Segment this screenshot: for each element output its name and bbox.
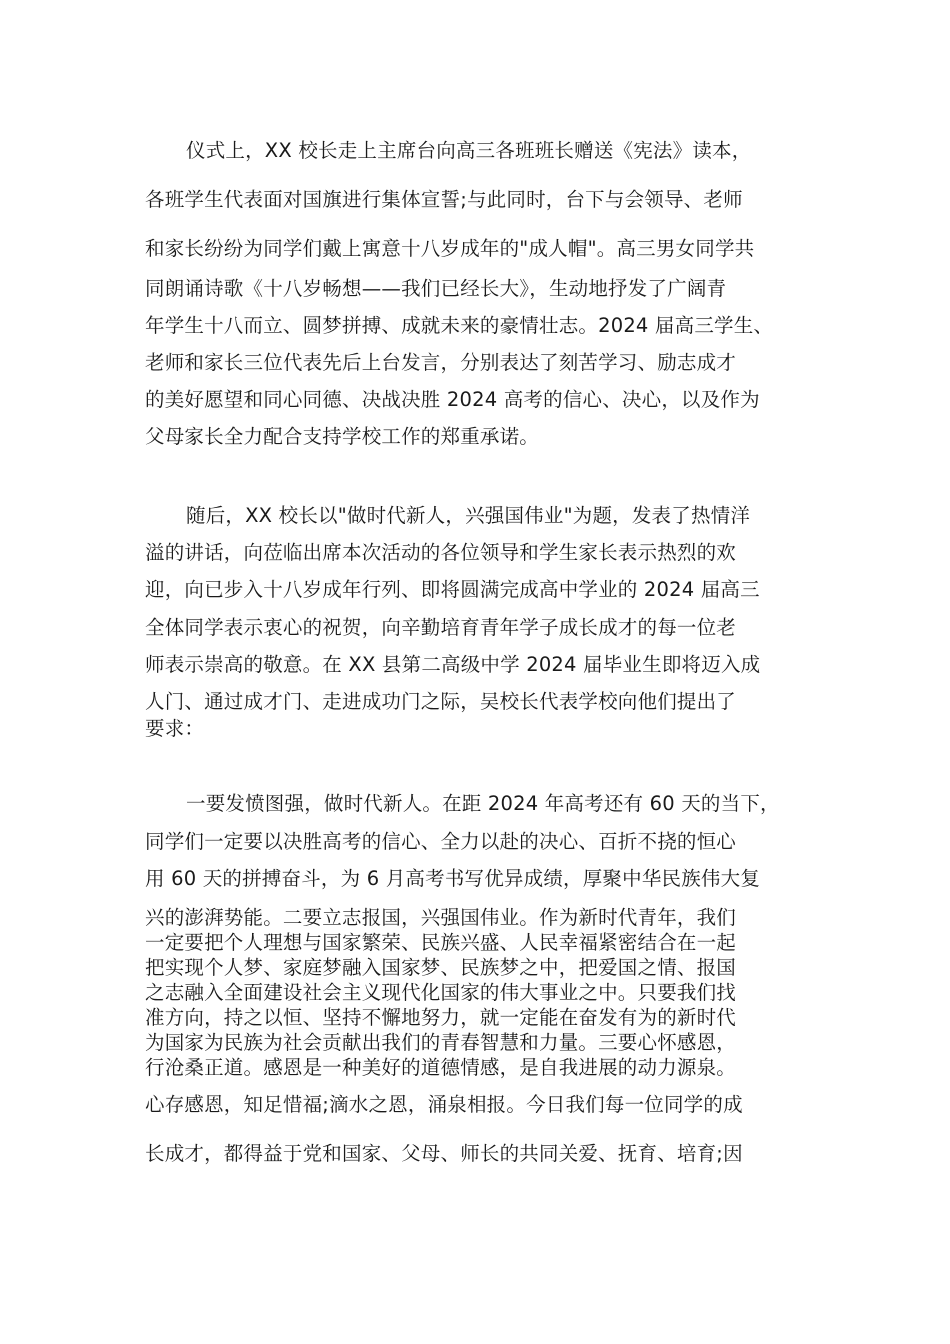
text-line: 父母家长全力配合支持学校工作的郑重承诺。 bbox=[145, 425, 540, 448]
text-line: 各班学生代表面对国旗进行集体宣誓;与此同时，台下与会领导、老师 bbox=[145, 188, 743, 211]
text-line: 兴的澎湃势能。二要立志报国，兴强国伟业。作为新时代青年，我们 bbox=[145, 906, 737, 929]
text-line: 一定要把个人理想与国家繁荣、民族兴盛、人民幸福紧密结合在一起 bbox=[145, 931, 737, 954]
text-line: 全体同学表示衷心的祝贺，向辛勤培育青年学子成长成才的每一位老 bbox=[145, 616, 737, 639]
text-line: 同学们一定要以决胜高考的信心、全力以赴的决心、百折不挠的恒心 bbox=[145, 830, 737, 853]
text-line: 用 60 天的拼搏奋斗，为 6 月高考书写优异成绩，厚聚中华民族伟大复 bbox=[145, 867, 761, 890]
text-line: 心存感恩，知足惜福;滴水之恩，涌泉相报。今日我们每一位同学的成 bbox=[145, 1093, 743, 1116]
text-line: 人门、通过成才门、走进成功门之际，吴校长代表学校向他们提出了 bbox=[145, 690, 737, 713]
text-line: 迎，向已步入十八岁成年行列、即将圆满完成高中学业的 2024 届高三 bbox=[145, 578, 760, 601]
text-line: 随后，XX 校长以"做时代新人，兴强国伟业"为题，发表了热情洋 bbox=[186, 504, 751, 527]
text-line: 之志融入全面建设社会主义现代化国家的伟大事业之中。只要我们找 bbox=[145, 981, 737, 1004]
text-line: 溢的讲话，向莅临出席本次活动的各位领导和学生家长表示热烈的欢 bbox=[145, 541, 737, 564]
text-line: 要求： bbox=[145, 717, 205, 740]
text-line: 仪式上，XX 校长走上主席台向高三各班班长赠送《宪法》读本， bbox=[186, 139, 752, 162]
text-line: 行沧桑正道。感恩是一种美好的道德情感，是自我进展的动力源泉。 bbox=[145, 1056, 737, 1079]
text-line: 一要发愤图强，做时代新人。在距 2024 年高考还有 60 天的当下， bbox=[186, 792, 780, 815]
text-line: 长成才，都得益于党和国家、父母、师长的共同关爱、抚育、培育;因 bbox=[145, 1142, 743, 1165]
text-line: 为国家为民族为社会贡献出我们的青春智慧和力量。三要心怀感恩， bbox=[145, 1031, 737, 1054]
text-line: 师表示崇高的敬意。在 XX 县第二高级中学 2024 届毕业生即将迈入成 bbox=[145, 653, 761, 676]
text-line: 和家长纷纷为同学们戴上寓意十八岁成年的"成人帽"。高三男女同学共 bbox=[145, 237, 755, 260]
text-line: 把实现个人梦、家庭梦融入国家梦、民族梦之中，把爱国之情、报国 bbox=[145, 956, 737, 979]
text-line: 的美好愿望和同心同德、决战决胜 2024 高考的信心、决心，以及作为 bbox=[145, 388, 760, 411]
text-line: 老师和家长三位代表先后上台发言，分别表达了刻苦学习、励志成才 bbox=[145, 351, 737, 374]
text-line: 同朗诵诗歌《十八岁畅想——我们已经长大》，生动地抒发了广阔青 bbox=[145, 277, 727, 300]
text-line: 准方向，持之以恒、坚持不懈地努力，就一定能在奋发有为的新时代 bbox=[145, 1006, 737, 1029]
text-line: 年学生十八而立、圆梦拼搏、成就未来的豪情壮志。2024 届高三学生、 bbox=[145, 314, 774, 337]
